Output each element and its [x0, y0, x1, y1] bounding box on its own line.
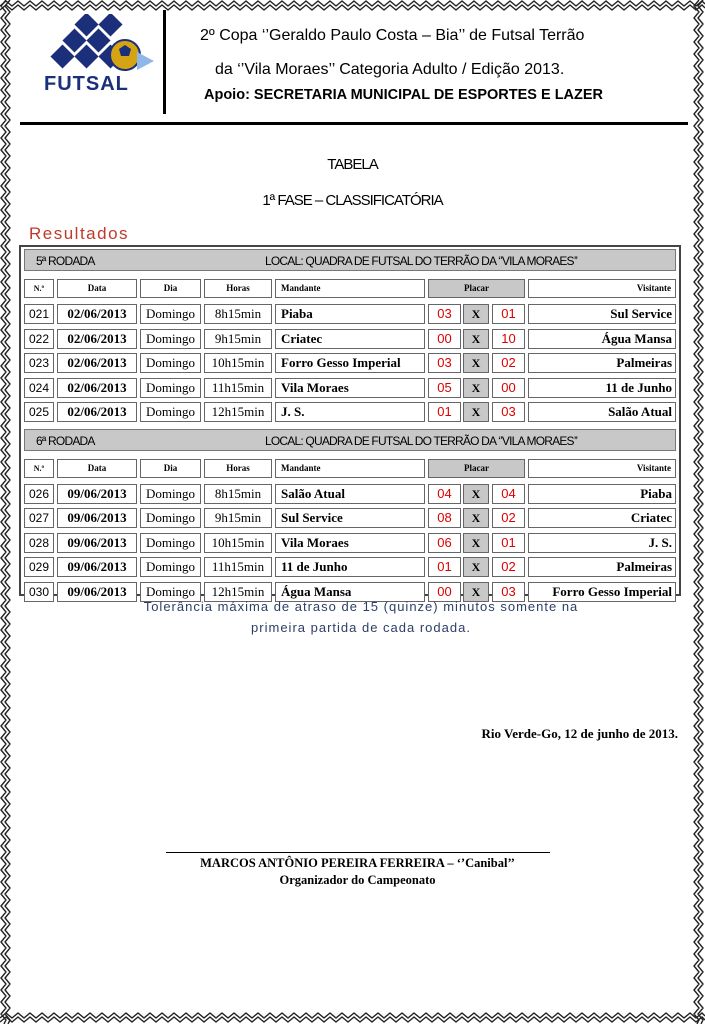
game-date: 09/06/2013 [57, 484, 137, 504]
game-number: 022 [24, 329, 54, 349]
score-separator: X [463, 582, 489, 602]
game-number: 029 [24, 557, 54, 577]
game-date: 09/06/2013 [57, 557, 137, 577]
game-day: Domingo [140, 484, 201, 504]
home-score: 00 [428, 329, 461, 349]
away-team: Palmeiras [528, 557, 676, 577]
round-name: 6ª RODADA [36, 433, 95, 448]
away-team: Criatec [528, 508, 676, 528]
game-day: Domingo [140, 304, 201, 324]
column-header-score: Placar [428, 459, 525, 478]
page-border-bottom [0, 1012, 705, 1024]
game-day: Domingo [140, 582, 201, 602]
column-header-score: Placar [428, 279, 525, 298]
round-header [24, 249, 676, 271]
away-team: Sul Service [528, 304, 676, 324]
away-score: 02 [492, 508, 525, 528]
game-day: Domingo [140, 533, 201, 553]
home-score: 04 [428, 484, 461, 504]
game-date: 02/06/2013 [57, 378, 137, 398]
phase-subtitle: 1ª FASE – CLASSIFICATÓRIA [262, 192, 443, 209]
game-time: 12h15min [204, 402, 272, 422]
home-score: 05 [428, 378, 461, 398]
score-separator: X [463, 378, 489, 398]
away-team: Palmeiras [528, 353, 676, 373]
score-separator: X [463, 329, 489, 349]
game-time: 10h15min [204, 533, 272, 553]
game-day: Domingo [140, 557, 201, 577]
signatory-role: Organizador do Campeonato [279, 873, 436, 887]
column-header-home: Mandante [275, 279, 425, 298]
home-team: Sul Service [275, 508, 425, 528]
results-table [19, 245, 681, 599]
header-line-3: Apoio: SECRETARIA MUNICIPAL DE ESPORTES E LAZER [204, 87, 604, 103]
home-score: 08 [428, 508, 461, 528]
home-score: 00 [428, 582, 461, 602]
game-time: 12h15min [204, 582, 272, 602]
column-header-date: Data [57, 459, 137, 478]
home-team: Água Mansa [275, 582, 425, 602]
header-divider-horizontal [20, 122, 688, 125]
home-team: Vila Moraes [275, 378, 425, 398]
game-time: 10h15min [204, 353, 272, 373]
round-location: LOCAL: QUADRA DE FUTSAL DO TERRÃO DA ‘’VILA MORAES’’ [265, 433, 578, 448]
home-team: Vila Moraes [275, 533, 425, 553]
away-score: 03 [492, 402, 525, 422]
column-header-num: N.º [24, 459, 54, 478]
column-header-away: Visitante [528, 279, 676, 298]
game-number: 027 [24, 508, 54, 528]
away-score: 02 [492, 353, 525, 373]
score-separator: X [463, 353, 489, 373]
game-date: 09/06/2013 [57, 582, 137, 602]
game-number: 023 [24, 353, 54, 373]
home-team: Forro Gesso Imperial [275, 353, 425, 373]
game-day: Domingo [140, 508, 201, 528]
column-header-num: N.º [24, 279, 54, 298]
game-day: Domingo [140, 353, 201, 373]
game-number: 026 [24, 484, 54, 504]
away-team: J. S. [528, 533, 676, 553]
game-day: Domingo [140, 378, 201, 398]
game-number: 030 [24, 582, 54, 602]
away-score: 02 [492, 557, 525, 577]
game-number: 025 [24, 402, 54, 422]
round-location: LOCAL: QUADRA DE FUTSAL DO TERRÃO DA ‘’VILA MORAES’’ [265, 254, 578, 268]
game-date: 02/06/2013 [57, 353, 137, 373]
score-separator: X [463, 304, 489, 324]
game-date: 09/06/2013 [57, 508, 137, 528]
away-team: 11 de Junho [528, 378, 676, 398]
home-score: 01 [428, 557, 461, 577]
away-score: 01 [492, 304, 525, 324]
futsal-logo [40, 14, 160, 98]
game-day: Domingo [140, 402, 201, 422]
game-day: Domingo [140, 329, 201, 349]
header-divider-vertical [163, 10, 166, 114]
away-score: 10 [492, 329, 525, 349]
game-date: 02/06/2013 [57, 329, 137, 349]
game-number: 021 [24, 304, 54, 324]
place-and-date: Rio Verde-Go, 12 de junho de 2013. [481, 726, 678, 741]
round-header [24, 429, 676, 451]
game-date: 09/06/2013 [57, 533, 137, 553]
column-header-day: Dia [140, 279, 201, 298]
score-separator: X [463, 533, 489, 553]
column-header-date: Data [57, 279, 137, 298]
column-header-home: Mandante [275, 459, 425, 478]
tolerance-note-line-2: primeira partida de cada rodada. [251, 620, 471, 635]
away-score: 03 [492, 582, 525, 602]
away-score: 04 [492, 484, 525, 504]
column-header-time: Horas [204, 279, 272, 298]
game-time: 9h15min [204, 329, 272, 349]
away-team: Salão Atual [528, 402, 676, 422]
game-date: 02/06/2013 [57, 402, 137, 422]
game-time: 8h15min [204, 304, 272, 324]
away-team: Água Mansa [528, 329, 676, 349]
tolerance-note-line-1: Tolerância máxima de atraso de 15 (quinze) minutos somente na [143, 599, 579, 614]
score-separator: X [463, 402, 489, 422]
page-title: TABELA [327, 156, 378, 173]
home-score: 03 [428, 353, 461, 373]
signatory-name: MARCOS ANTÔNIO PEREIRA FERREIRA – ‘’Canibal’’ [200, 856, 515, 870]
away-score: 01 [492, 533, 525, 553]
page-border-top [0, 0, 705, 12]
score-separator: X [463, 508, 489, 528]
column-header-day: Dia [140, 459, 201, 478]
home-score: 06 [428, 533, 461, 553]
home-score: 03 [428, 304, 461, 324]
away-team: Piaba [528, 484, 676, 504]
header-line-1: 2º Copa ‘’Geraldo Paulo Costa – Bia’’ de Futsal Terrão [200, 27, 585, 44]
header-line-2: da ‘’Vila Moraes’’ Categoria Adulto / Edição 2013. [215, 61, 565, 78]
column-header-time: Horas [204, 459, 272, 478]
game-time: 11h15min [204, 557, 272, 577]
column-header-away: Visitante [528, 459, 676, 478]
game-number: 028 [24, 533, 54, 553]
results-section-label: Resultados [29, 224, 130, 243]
game-time: 8h15min [204, 484, 272, 504]
game-number: 024 [24, 378, 54, 398]
home-team: J. S. [275, 402, 425, 422]
signature-line [166, 852, 550, 853]
logo-text: FUTSAL [44, 73, 129, 95]
home-team: Piaba [275, 304, 425, 324]
game-date: 02/06/2013 [57, 304, 137, 324]
game-time: 9h15min [204, 508, 272, 528]
game-time: 11h15min [204, 378, 272, 398]
home-team: 11 de Junho [275, 557, 425, 577]
away-score: 00 [492, 378, 525, 398]
home-team: Salão Atual [275, 484, 425, 504]
home-score: 01 [428, 402, 461, 422]
round-name: 5ª RODADA [36, 254, 95, 268]
away-team: Forro Gesso Imperial [528, 582, 676, 602]
home-team: Criatec [275, 329, 425, 349]
score-separator: X [463, 557, 489, 577]
score-separator: X [463, 484, 489, 504]
